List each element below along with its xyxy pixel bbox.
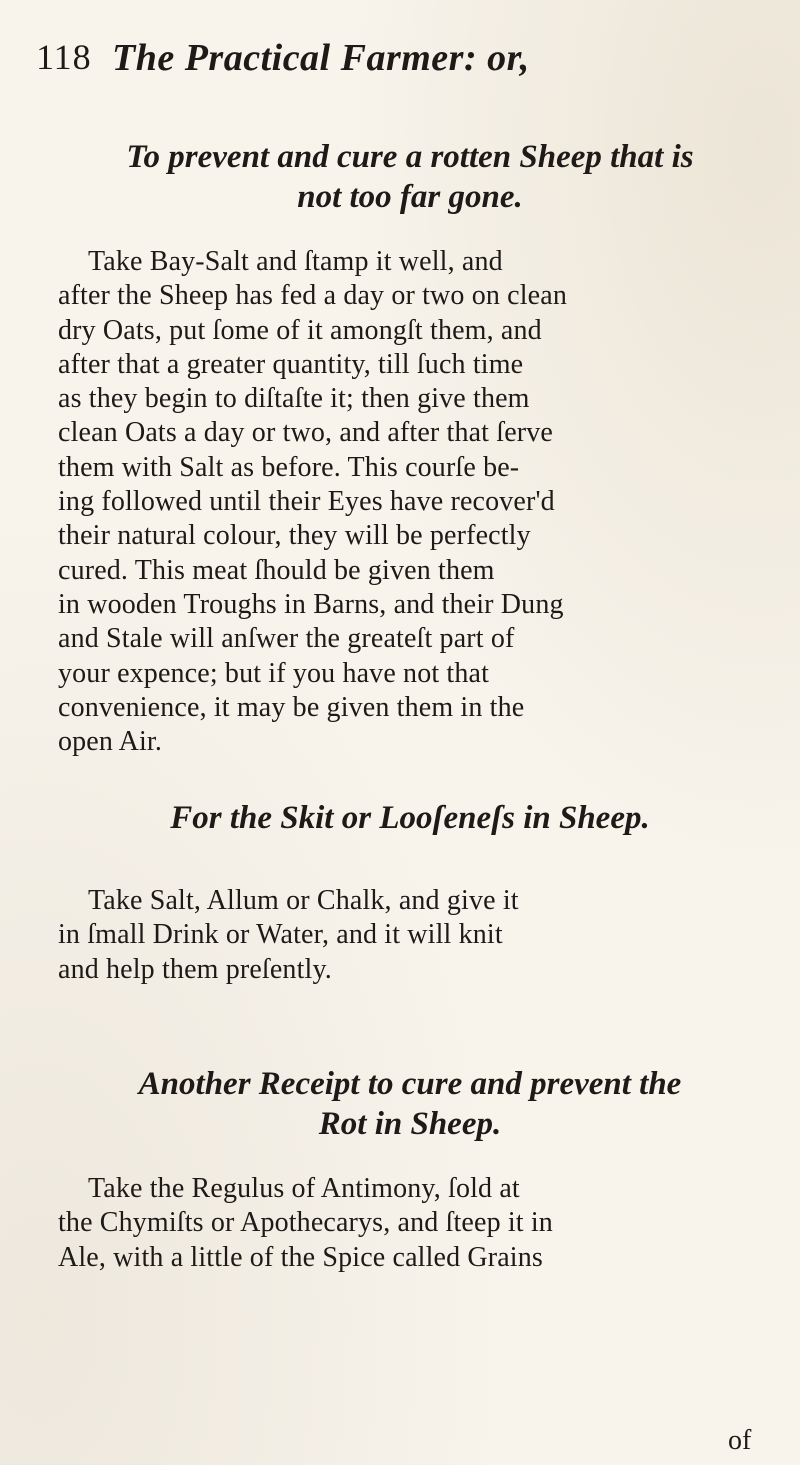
text-line: and help them preſently. bbox=[58, 953, 332, 985]
text-line: Take the Regulus of Antimony, ſold at bbox=[88, 1173, 520, 1204]
text-line: their natural colour, they will be perfectly bbox=[58, 520, 531, 552]
text-line: your expence; but if you have not that bbox=[58, 657, 490, 689]
text-line: them with Salt as before. This courſe be- bbox=[58, 451, 520, 483]
text-line: in wooden Troughs in Barns, and their Dung bbox=[58, 588, 564, 620]
section-heading-skit bbox=[60, 798, 760, 838]
text-line: Take Bay-Salt and ſtamp it well, and bbox=[88, 246, 503, 277]
text-line: cured. This meat ſhould be given them bbox=[58, 554, 495, 586]
text-line: clean Oats a day or two, and after that ſerve bbox=[58, 417, 553, 449]
text-line: Take Salt, Allum or Chalk, and give it bbox=[88, 885, 519, 916]
heading-line: Another Receipt to cure and prevent the bbox=[138, 1066, 682, 1102]
text-line: dry Oats, put ſome of it amongſt them, and bbox=[58, 314, 542, 346]
heading-line: not too far gone. bbox=[297, 179, 523, 215]
section-body-skit bbox=[58, 884, 778, 987]
section-heading-another-receipt bbox=[60, 1064, 760, 1144]
text-line: Ale, with a little of the Spice called Grains bbox=[58, 1241, 543, 1273]
section-body-rotten-sheep bbox=[58, 245, 778, 759]
text-line: after the Sheep has fed a day or two on clean bbox=[58, 280, 567, 312]
text-line: ing followed until their Eyes have recover'd bbox=[58, 486, 555, 518]
text-line: convenience, it may be given them in the bbox=[58, 691, 525, 723]
section-body-another-receipt bbox=[58, 1172, 778, 1275]
text-line: the Chymiſts or Apothecarys, and ſteep it in bbox=[58, 1207, 553, 1239]
text-line: and Stale will anſwer the greateſt part of bbox=[58, 623, 515, 655]
catchword: of bbox=[728, 1425, 752, 1456]
heading-line: For the Skit or Looſeneſs in Sheep. bbox=[170, 800, 650, 836]
text-line: as they begin to diſtaſte it; then give them bbox=[58, 383, 530, 415]
section-heading-rotten-sheep bbox=[60, 137, 760, 217]
heading-line: To prevent and cure a rotten Sheep that is bbox=[126, 139, 694, 175]
text-line: in ſmall Drink or Water, and it will knit bbox=[58, 919, 503, 951]
heading-line: Rot in Sheep. bbox=[318, 1106, 502, 1142]
running-head bbox=[28, 36, 748, 86]
text-line: open Air. bbox=[58, 726, 163, 758]
running-title: The Practical Farmer: or, bbox=[112, 37, 530, 79]
page-number: 118 bbox=[36, 37, 92, 77]
text-line: after that a greater quantity, till ſuch time bbox=[58, 348, 524, 380]
